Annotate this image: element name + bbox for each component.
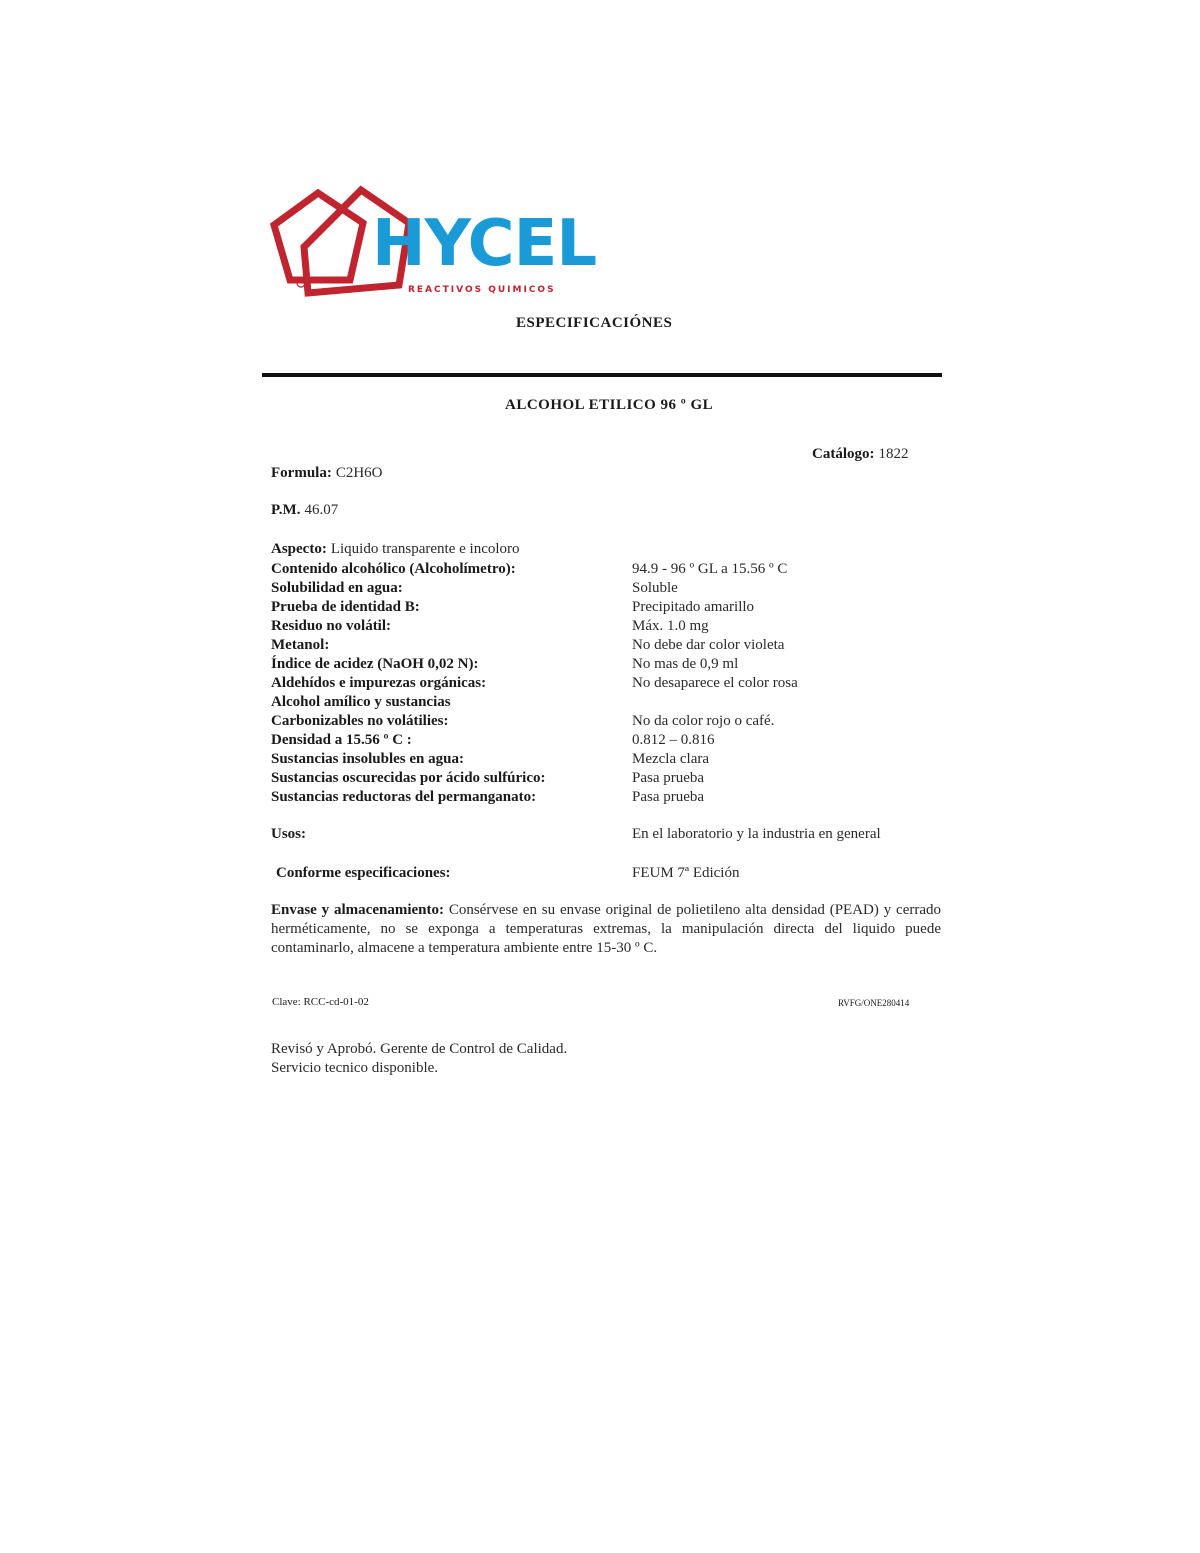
conforme-label: Conforme especificaciones: xyxy=(276,865,451,881)
spec-label: Metanol: xyxy=(271,637,330,653)
spec-value: Precipitado amarillo xyxy=(632,599,755,615)
spec-value: No da color rojo o café. xyxy=(632,713,775,729)
service-note: Servicio tecnico disponible. xyxy=(271,1060,439,1076)
document-title: ESPECIFICACIÓNES xyxy=(516,315,673,331)
spec-value: Pasa prueba xyxy=(632,770,705,786)
spec-value: No debe dar color violeta xyxy=(632,637,785,653)
spec-row xyxy=(271,732,971,751)
spec-value: No mas de 0,9 ml xyxy=(632,656,739,672)
spec-label: Contenido alcohólico (Alcoholímetro): xyxy=(271,561,516,577)
spec-value: 0.812 – 0.816 xyxy=(632,732,715,748)
spec-row xyxy=(271,694,971,713)
spec-label: Solubilidad en agua: xyxy=(271,580,403,596)
document-code: Clave: RCC-cd-01-02 xyxy=(272,996,369,1008)
spec-row xyxy=(271,751,971,770)
spec-row xyxy=(271,713,971,732)
spec-value: Soluble xyxy=(632,580,678,596)
revision-code: RVFG/ONE280414 xyxy=(838,998,910,1008)
spec-label: Sustancias oscurecidas por ácido sulfúrico: xyxy=(271,770,546,786)
brand-tagline: REACTIVOS QUIMICOS xyxy=(408,285,556,295)
storage-text: Consérvese en su envase original de polietileno alta densidad (PEAD) y cerrado herméticamente, no se exponga a temperaturas extremas, la manipulación directa del liquido puede contaminarlo, almacene a temperatura ambiente entre 15-30 º C. xyxy=(271,902,942,956)
spec-row xyxy=(271,580,971,599)
molecular-weight xyxy=(271,501,338,519)
catalog-label: Catálogo: xyxy=(812,446,875,462)
spec-label: Carbonizables no volátilies: xyxy=(271,713,449,729)
catalog-value: 1822 xyxy=(878,446,909,462)
conforme-value: FEUM 7ª Edición xyxy=(632,865,740,881)
spec-label: Aldehídos e impurezas orgánicas: xyxy=(271,675,487,691)
usos-label: Usos: xyxy=(271,826,307,842)
brand-wordmark: HYCEL xyxy=(372,207,597,281)
spec-value: Máx. 1.0 mg xyxy=(632,618,709,634)
spec-row xyxy=(271,656,971,675)
spec-value: Pasa prueba xyxy=(632,789,705,805)
spec-value: 94.9 - 96 º GL a 15.56 º C xyxy=(632,561,788,577)
spec-row xyxy=(271,618,971,637)
formula-label: Formula: xyxy=(271,465,332,481)
aspect-label: Aspecto: xyxy=(271,541,327,557)
pm-label: P.M. xyxy=(271,502,301,518)
hycel-logo xyxy=(268,185,598,300)
spec-row xyxy=(271,637,971,656)
usos-value: En el laboratorio y la industria en general xyxy=(632,826,881,842)
product-name: ALCOHOL ETILICO 96 º GL xyxy=(505,397,714,413)
divider xyxy=(262,373,942,377)
approval-note: Revisó y Aprobó. Gerente de Control de Calidad. xyxy=(271,1041,568,1057)
spec-label: Prueba de identidad B: xyxy=(271,599,420,615)
storage-paragraph xyxy=(271,901,941,958)
pm-value: 46.07 xyxy=(304,502,339,518)
spec-value: Mezcla clara xyxy=(632,751,710,767)
spec-row xyxy=(271,770,971,789)
spec-label: Densidad a 15.56 º C : xyxy=(271,732,412,748)
formula-value: C2H6O xyxy=(335,465,383,481)
spec-label: Sustancias insolubles en agua: xyxy=(271,751,464,767)
spec-row xyxy=(271,599,971,618)
spec-row xyxy=(271,675,971,694)
spec-row xyxy=(271,789,971,808)
spec-label: Sustancias reductoras del permanganato: xyxy=(271,789,537,805)
spec-value: No desaparece el color rosa xyxy=(632,675,798,691)
spec-label: Índice de acidez (NaOH 0,02 N): xyxy=(271,656,479,672)
spec-label: Alcohol amílico y sustancias xyxy=(271,694,451,710)
spec-row xyxy=(271,561,971,580)
storage-label: Envase y almacenamiento: xyxy=(271,902,444,918)
catalog-number xyxy=(812,445,909,463)
formula xyxy=(271,464,383,482)
spec-label: Residuo no volátil: xyxy=(271,618,392,634)
aspect xyxy=(271,540,520,558)
aspect-value: Liquido transparente e incoloro xyxy=(330,541,520,557)
